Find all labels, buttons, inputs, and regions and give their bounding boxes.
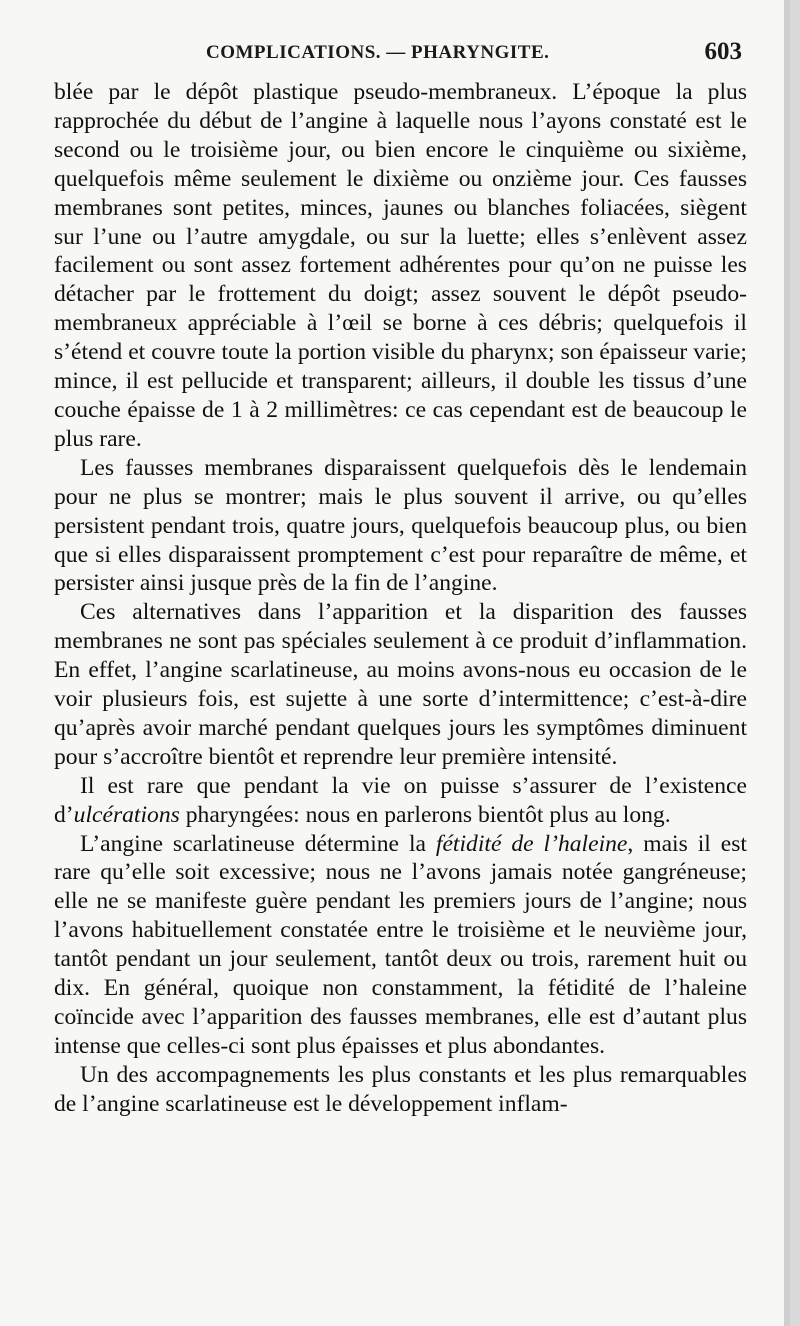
italic-term: ulcérations: [73, 801, 180, 828]
paragraph-alternatives: Ces alternatives dans l’apparition et la disparition des fausses membranes ne sont pas spéciales seulement à ce produit d’inflammation. En effet, l’angine scarlatineuse, au moins avons-nous eu occasion de le voir plusieurs fois, est sujette à une sorte d’intermittence; c’est-à-dire qu’après avoir marché pendant quelques jours les symptômes diminuent pour s’accroître bientôt et reprendre leur première intensité.: [54, 599, 747, 770]
paragraph-ulcerations: [54, 772, 747, 830]
page-header: [56, 36, 746, 70]
body-text: [54, 78, 747, 1119]
paragraph-text: pharyngées: nous en parlerons bientôt plus au long.: [179, 801, 671, 828]
page-number: 603: [704, 38, 742, 65]
paragraph-fausses-membranes: Les fausses membranes disparaissent quelquefois dès le lendemain pour ne plus se montrer; mais le plus souvent il arrive, ou qu’elles persistent pendant trois, quatre jours, quelquefois beaucoup plus, ou bien que si elles disparaissent promptement c’est pour reparaître de même, et persister ainsi jusque près de la fin de l’angine.: [54, 454, 747, 597]
paragraph-fetidite: [54, 830, 747, 1061]
paragraph-text: , mais il est rare qu’elle soit excessive; nous ne l’avons jamais notée gangréneuse; elle ne se manifeste guère pendant les premiers jours de l’angine; nous l’avons habituellement constatée entre le troisième et le neuvième jour, tantôt pendant un jour seulement, tantôt deux ou trois, rarement huit ou dix. En général, quoique non constamment, la fétidité de l’haleine coïncide avec l’apparition des fausses membranes, elle est d’autant plus intense que celles-ci sont plus épaisses et plus abondantes.: [54, 830, 747, 1059]
italic-term: fétidité de l’haleine: [435, 830, 628, 857]
paragraph-text: Il est rare que pendant la vie on puisse s’assurer de l’existence d’: [54, 772, 747, 828]
running-head: COMPLICATIONS. — PHARYNGITE.: [206, 42, 550, 63]
paragraph-accompagnements: Un des accompagnements les plus constants et les plus remarquables de l’angine scarlatineuse est le développement inflam-: [54, 1061, 747, 1117]
paragraph-text: L’angine scarlatineuse détermine la: [80, 830, 436, 857]
paragraph-continuation: blée par le dépôt plastique pseudo-membraneux. L’époque la plus rapprochée du début de l’angine à laquelle nous l’ayons constaté est le second ou le troisième jour, ou bien encore le cinquième ou sixième, quelquefois même seulement le dixième ou onzième jour. Ces fausses membranes sont petites, minces, jaunes ou blanches foliacées, siègent sur l’une ou l’autre amygdale, ou sur la luette; elles s’enlèvent assez facilement ou sont assez fortement adhérentes pour qu’on ne puisse les détacher par le frottement du doigt; assez souvent le dépôt pseudo-membraneux appréciable à l’œil se borne à ces débris; quelquefois il s’étend et couvre toute la portion visible du pharynx; son épaisseur varie; mince, il est pellucide et transparent; ailleurs, il double les tissus d’une couche épaisse de 1 à 2 millimètres: ce cas cependant est de beaucoup le plus rare.: [54, 79, 747, 452]
